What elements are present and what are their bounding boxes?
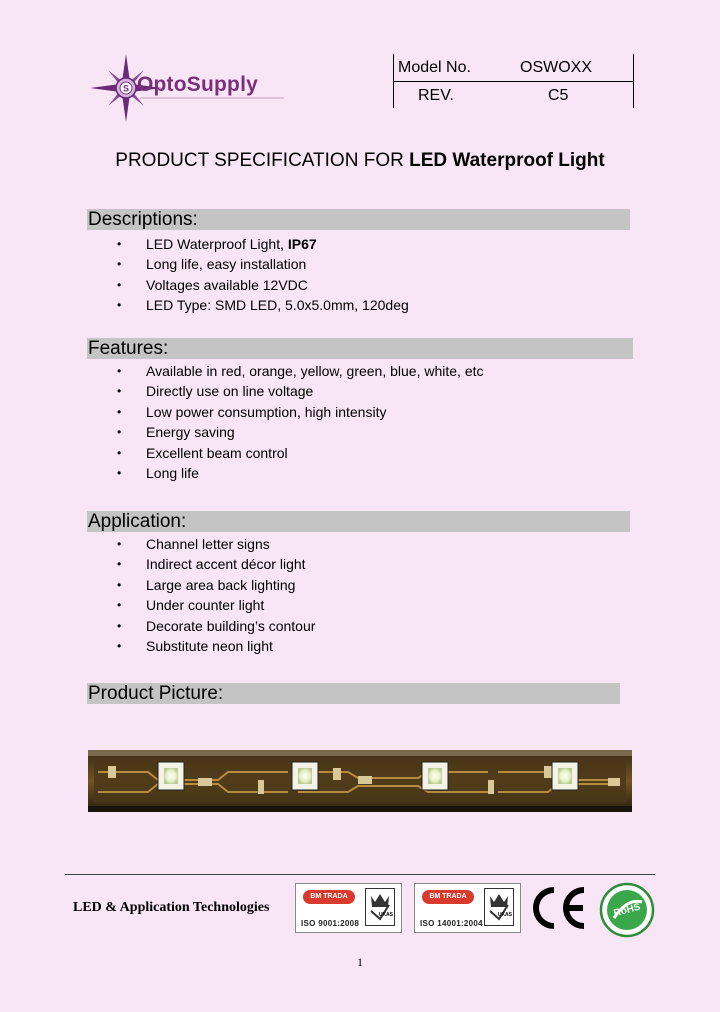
list-item-bold: IP67 bbox=[287, 236, 317, 252]
ukas-crown-icon bbox=[484, 888, 514, 926]
model-rev-table bbox=[393, 54, 634, 108]
cert-iso: ISO 9001:2008 bbox=[301, 919, 360, 928]
list-item: • Energy saving bbox=[88, 422, 628, 442]
ukas-crown-icon bbox=[365, 888, 395, 926]
list-item: • Excellent beam control bbox=[88, 443, 628, 463]
svg-text:S: S bbox=[122, 83, 130, 94]
led-strip-image bbox=[88, 750, 632, 812]
list-item bbox=[88, 234, 628, 254]
model-value: OSWOXX bbox=[520, 59, 593, 76]
list-item: • Low power consumption, high intensity bbox=[88, 402, 628, 422]
page-title bbox=[0, 150, 720, 172]
list-item: • Under counter light bbox=[88, 595, 628, 615]
list-item: • Decorate building’s contour bbox=[88, 616, 628, 636]
ukas-label: UKAS bbox=[497, 912, 512, 918]
application-list bbox=[88, 534, 628, 656]
list-item: • Available in red, orange, yellow, green, blue, white, etc bbox=[88, 361, 628, 381]
list-item: • Large area back lighting bbox=[88, 575, 628, 595]
list-item: • Long life bbox=[88, 463, 628, 483]
list-item-text: LED Waterproof Light, bbox=[146, 236, 288, 252]
list-item: • Voltages available 12VDC bbox=[88, 275, 628, 295]
cert-brand: BM TRADA bbox=[422, 890, 474, 904]
ce-mark-icon bbox=[528, 884, 588, 932]
cert-iso: ISO 14001:2004 bbox=[420, 919, 483, 928]
section-heading-descriptions: Descriptions: bbox=[87, 209, 630, 230]
logo-text: OptoSupply bbox=[137, 73, 258, 96]
list-item: • Long life, easy installation bbox=[88, 254, 628, 274]
list-item: • Substitute neon light bbox=[88, 636, 628, 656]
rev-label: REV. bbox=[418, 87, 454, 104]
list-item: • Directly use on line voltage bbox=[88, 381, 628, 401]
section-heading-product-picture: Product Picture: bbox=[87, 683, 620, 704]
rohs-compliant-icon bbox=[598, 882, 656, 938]
rohs-label: RoHS bbox=[612, 901, 642, 920]
title-prefix: PRODUCT SPECIFICATION FOR bbox=[115, 150, 410, 171]
iso14001-certificate-badge bbox=[414, 883, 521, 933]
model-label: Model No. bbox=[398, 59, 471, 76]
features-list bbox=[88, 361, 628, 483]
list-item: • Channel letter signs bbox=[88, 534, 628, 554]
rev-value: C5 bbox=[548, 87, 569, 104]
list-item: • LED Type: SMD LED, 5.0x5.0mm, 120deg bbox=[88, 295, 628, 315]
title-emphasis: LED Waterproof Light bbox=[409, 150, 605, 171]
footer-text: LED & Application Technologies bbox=[73, 900, 270, 915]
footer-divider bbox=[65, 874, 655, 875]
cert-brand: BM TRADA bbox=[303, 890, 355, 904]
list-item: • Indirect accent décor light bbox=[88, 554, 628, 574]
section-heading-features: Features: bbox=[87, 338, 633, 359]
page-number: 1 bbox=[357, 955, 363, 969]
descriptions-list bbox=[88, 234, 628, 316]
section-heading-application: Application: bbox=[87, 511, 630, 532]
ukas-label: UKAS bbox=[378, 912, 393, 918]
iso9001-certificate-badge bbox=[295, 883, 402, 933]
